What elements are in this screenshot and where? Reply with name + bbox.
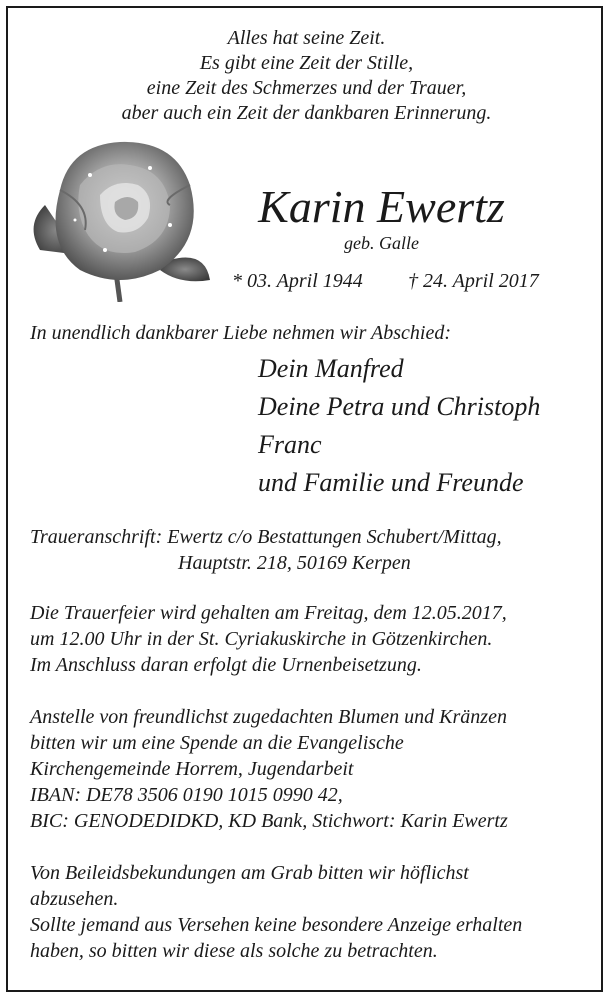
- donation-bic: BIC: GENODEDIDKD, KD Bank, Stichwort: Karin Ewertz: [30, 810, 508, 832]
- donation-line-2: bitten wir um eine Spende an die Evangelische: [30, 732, 404, 754]
- maiden-name: geb. Galle: [344, 233, 419, 253]
- verse-line-1: Alles hat seine Zeit.: [227, 27, 386, 49]
- donation-iban: IBAN: DE78 3506 0190 1015 0990 42,: [30, 784, 343, 806]
- closing-line-2: abzusehen.: [30, 888, 119, 910]
- mourner-1: Dein Manfred: [258, 354, 404, 383]
- farewell-intro: In unendlich dankbarer Liebe nehmen wir Abschied:: [30, 322, 452, 344]
- birth-date: * 03. April 1944: [232, 270, 363, 292]
- ceremony-line-1: Die Trauerfeier wird gehalten am Freitag, dem 12.05.2017,: [30, 602, 507, 624]
- mourner-3: Franc: [258, 430, 322, 459]
- closing-line-1: Von Beileidsbekundungen am Grab bitten wir höflichst: [30, 862, 469, 884]
- deceased-name: Karin Ewertz: [258, 181, 505, 232]
- mourner-4: und Familie und Freunde: [258, 468, 524, 497]
- closing-line-4: haben, so bitten wir diese als solche zu betrachten.: [30, 940, 438, 962]
- ceremony-line-2: um 12.00 Uhr in der St. Cyriakuskirche in Götzenkirchen.: [30, 628, 493, 650]
- closing-line-3: Sollte jemand aus Versehen keine besondere Anzeige erhalten: [30, 914, 523, 936]
- verse-line-2: Es gibt eine Zeit der Stille,: [199, 52, 414, 74]
- address-line-1: Traueranschrift: Ewertz c/o Bestattungen Schubert/Mittag,: [30, 526, 502, 548]
- verse-line-4: aber auch ein Zeit der dankbaren Erinnerung.: [121, 102, 492, 124]
- donation-line-3: Kirchengemeinde Horrem, Jugendarbeit: [30, 758, 354, 780]
- death-date: † 24. April 2017: [408, 270, 539, 292]
- ceremony-line-3: Im Anschluss daran erfolgt die Urnenbeisetzung.: [30, 654, 422, 676]
- verse-line-3: eine Zeit des Schmerzes und der Trauer,: [146, 77, 467, 99]
- address-line-2: Hauptstr. 218, 50169 Kerpen: [178, 552, 411, 574]
- mourner-2: Deine Petra und Christoph: [258, 392, 541, 421]
- donation-line-1: Anstelle von freundlichst zugedachten Blumen und Kränzen: [30, 706, 507, 728]
